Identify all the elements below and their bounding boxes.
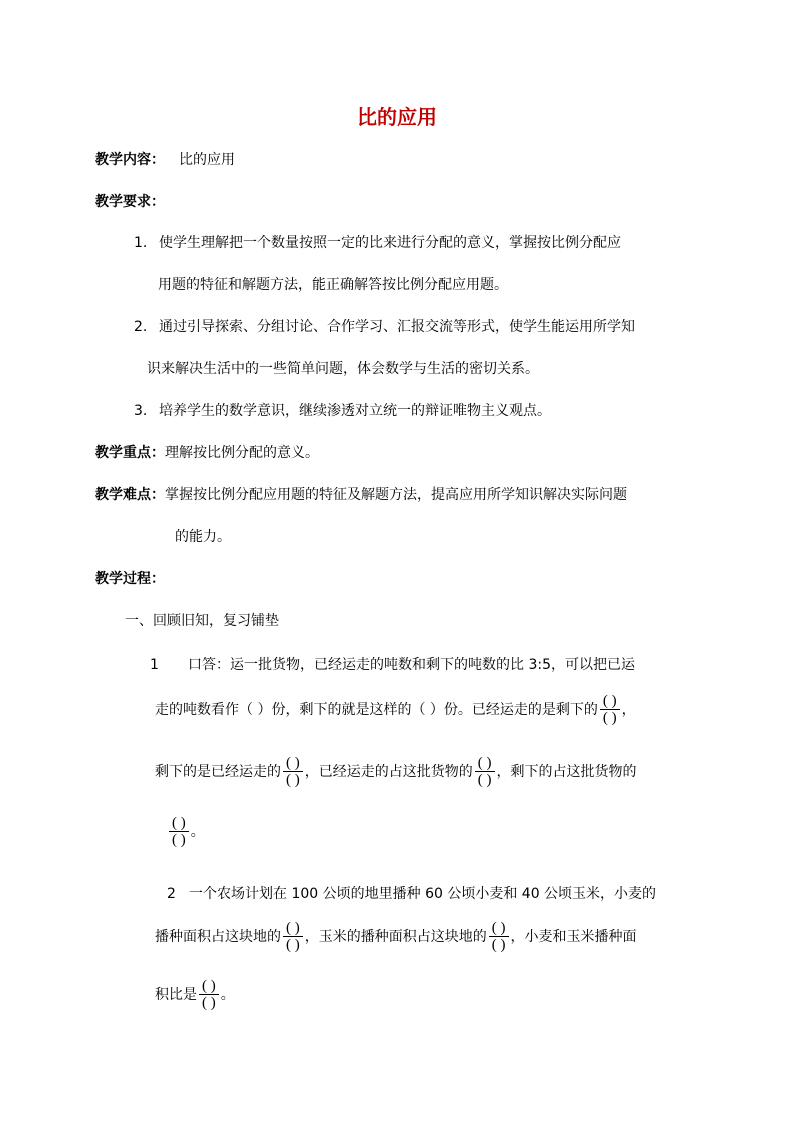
content-text: 比的应用: [179, 152, 235, 168]
content-row: [95, 150, 235, 170]
requirement-num: 3.: [134, 403, 148, 419]
question-2-line-1: [167, 884, 656, 904]
requirements-label: 教学要求：: [95, 194, 165, 210]
section-heading-1: 一、回顾旧知，复习铺垫: [125, 613, 279, 629]
requirement-item-1-cont: 用题的特征和解题方法，能正确解答按比例分配应用题。: [158, 277, 508, 293]
question-1-line-3: 剩下的是已经运走的 $\frac{( )}{( )}$ ，已经运走的占这批货物的 $\frac{( )}{( )}$ ，剩下的占这批货物的: [155, 755, 637, 788]
keypoint-row: [95, 443, 319, 463]
fraction-blank[interactable]: $\frac{( )}{( )}$: [283, 921, 303, 953]
question-1-line-4: $\frac{( )}{( )}$ 。: [167, 815, 205, 849]
question-num: 2: [167, 886, 176, 902]
question-text: 走的吨数看作（ ）份，剩下的就是这样的（ ）份。已经运走的是剩下的: [155, 702, 598, 718]
keypoint-text: 理解按比例分配的意义。: [165, 445, 319, 461]
question-2-line-2: 播种面积占这块地的 $\frac{( )}{( )}$ ，玉米的播种面积占这块地的 $\frac{( )}{( )}$ ，小麦和玉米播种面: [155, 920, 637, 953]
question-1-line-2: 走的吨数看作（ ）份，剩下的就是这样的（ ）份。已经运走的是剩下的 $\frac{( )}{( )}$ ，: [155, 693, 636, 726]
fraction-blank[interactable]: $\frac{( )}{( )}$: [199, 979, 219, 1011]
page-title: 比的应用: [357, 105, 437, 129]
difficulty-text: 掌握按比例分配应用题的特征及解题方法，提高应用所学知识解决实际问题: [165, 487, 627, 503]
fraction-blank[interactable]: $\frac{( )}{( )}$: [283, 756, 303, 788]
keypoint-label: 教学重点：: [95, 445, 165, 461]
requirement-item-1: [134, 233, 621, 253]
fraction-blank[interactable]: $\frac{( )}{( )}$: [489, 921, 509, 953]
requirement-text: 通过引导探索、分组讨论、合作学习、汇报交流等形式，使学生能运用所学知: [159, 319, 635, 335]
question-text: 口答：运一批货物，已经运走的吨数和剩下的吨数的比 3:5，可以把已运: [188, 657, 635, 673]
difficulty-label: 教学难点：: [95, 487, 165, 503]
difficulty-cont: 的能力。: [175, 529, 231, 545]
question-2-line-3: 积比是 $\frac{( )}{( )}$ 。: [155, 978, 235, 1011]
requirement-text: 培养学生的数学意识，继续渗透对立统一的辩证唯物主义观点。: [159, 403, 551, 419]
fraction-blank[interactable]: $\frac{( )}{( )}$: [475, 756, 495, 788]
requirement-num: 2.: [134, 319, 148, 335]
requirement-num: 1.: [134, 235, 148, 251]
question-text: 一个农场计划在 100 公顷的地里播种 60 公顷小麦和 40 公顷玉米，小麦的: [189, 886, 657, 902]
requirement-item-2-cont: 识来解决生活中的一些简单问题，体会数学与生活的密切关系。: [147, 361, 539, 377]
requirement-item-3: [134, 401, 551, 421]
question-num: 1: [150, 657, 159, 673]
process-label: 教学过程：: [95, 571, 165, 587]
fraction-blank[interactable]: $\frac{( )}{( )}$: [169, 816, 189, 848]
content-label: 教学内容：: [95, 152, 165, 168]
requirement-item-2: [134, 317, 635, 337]
requirement-text: 使学生理解把一个数量按照一定的比来进行分配的意义，掌握按比例分配应: [159, 235, 621, 251]
fraction-blank[interactable]: $\frac{( )}{( )}$: [600, 694, 620, 726]
question-1-line-1: [150, 655, 635, 675]
difficulty-row: [95, 485, 627, 505]
